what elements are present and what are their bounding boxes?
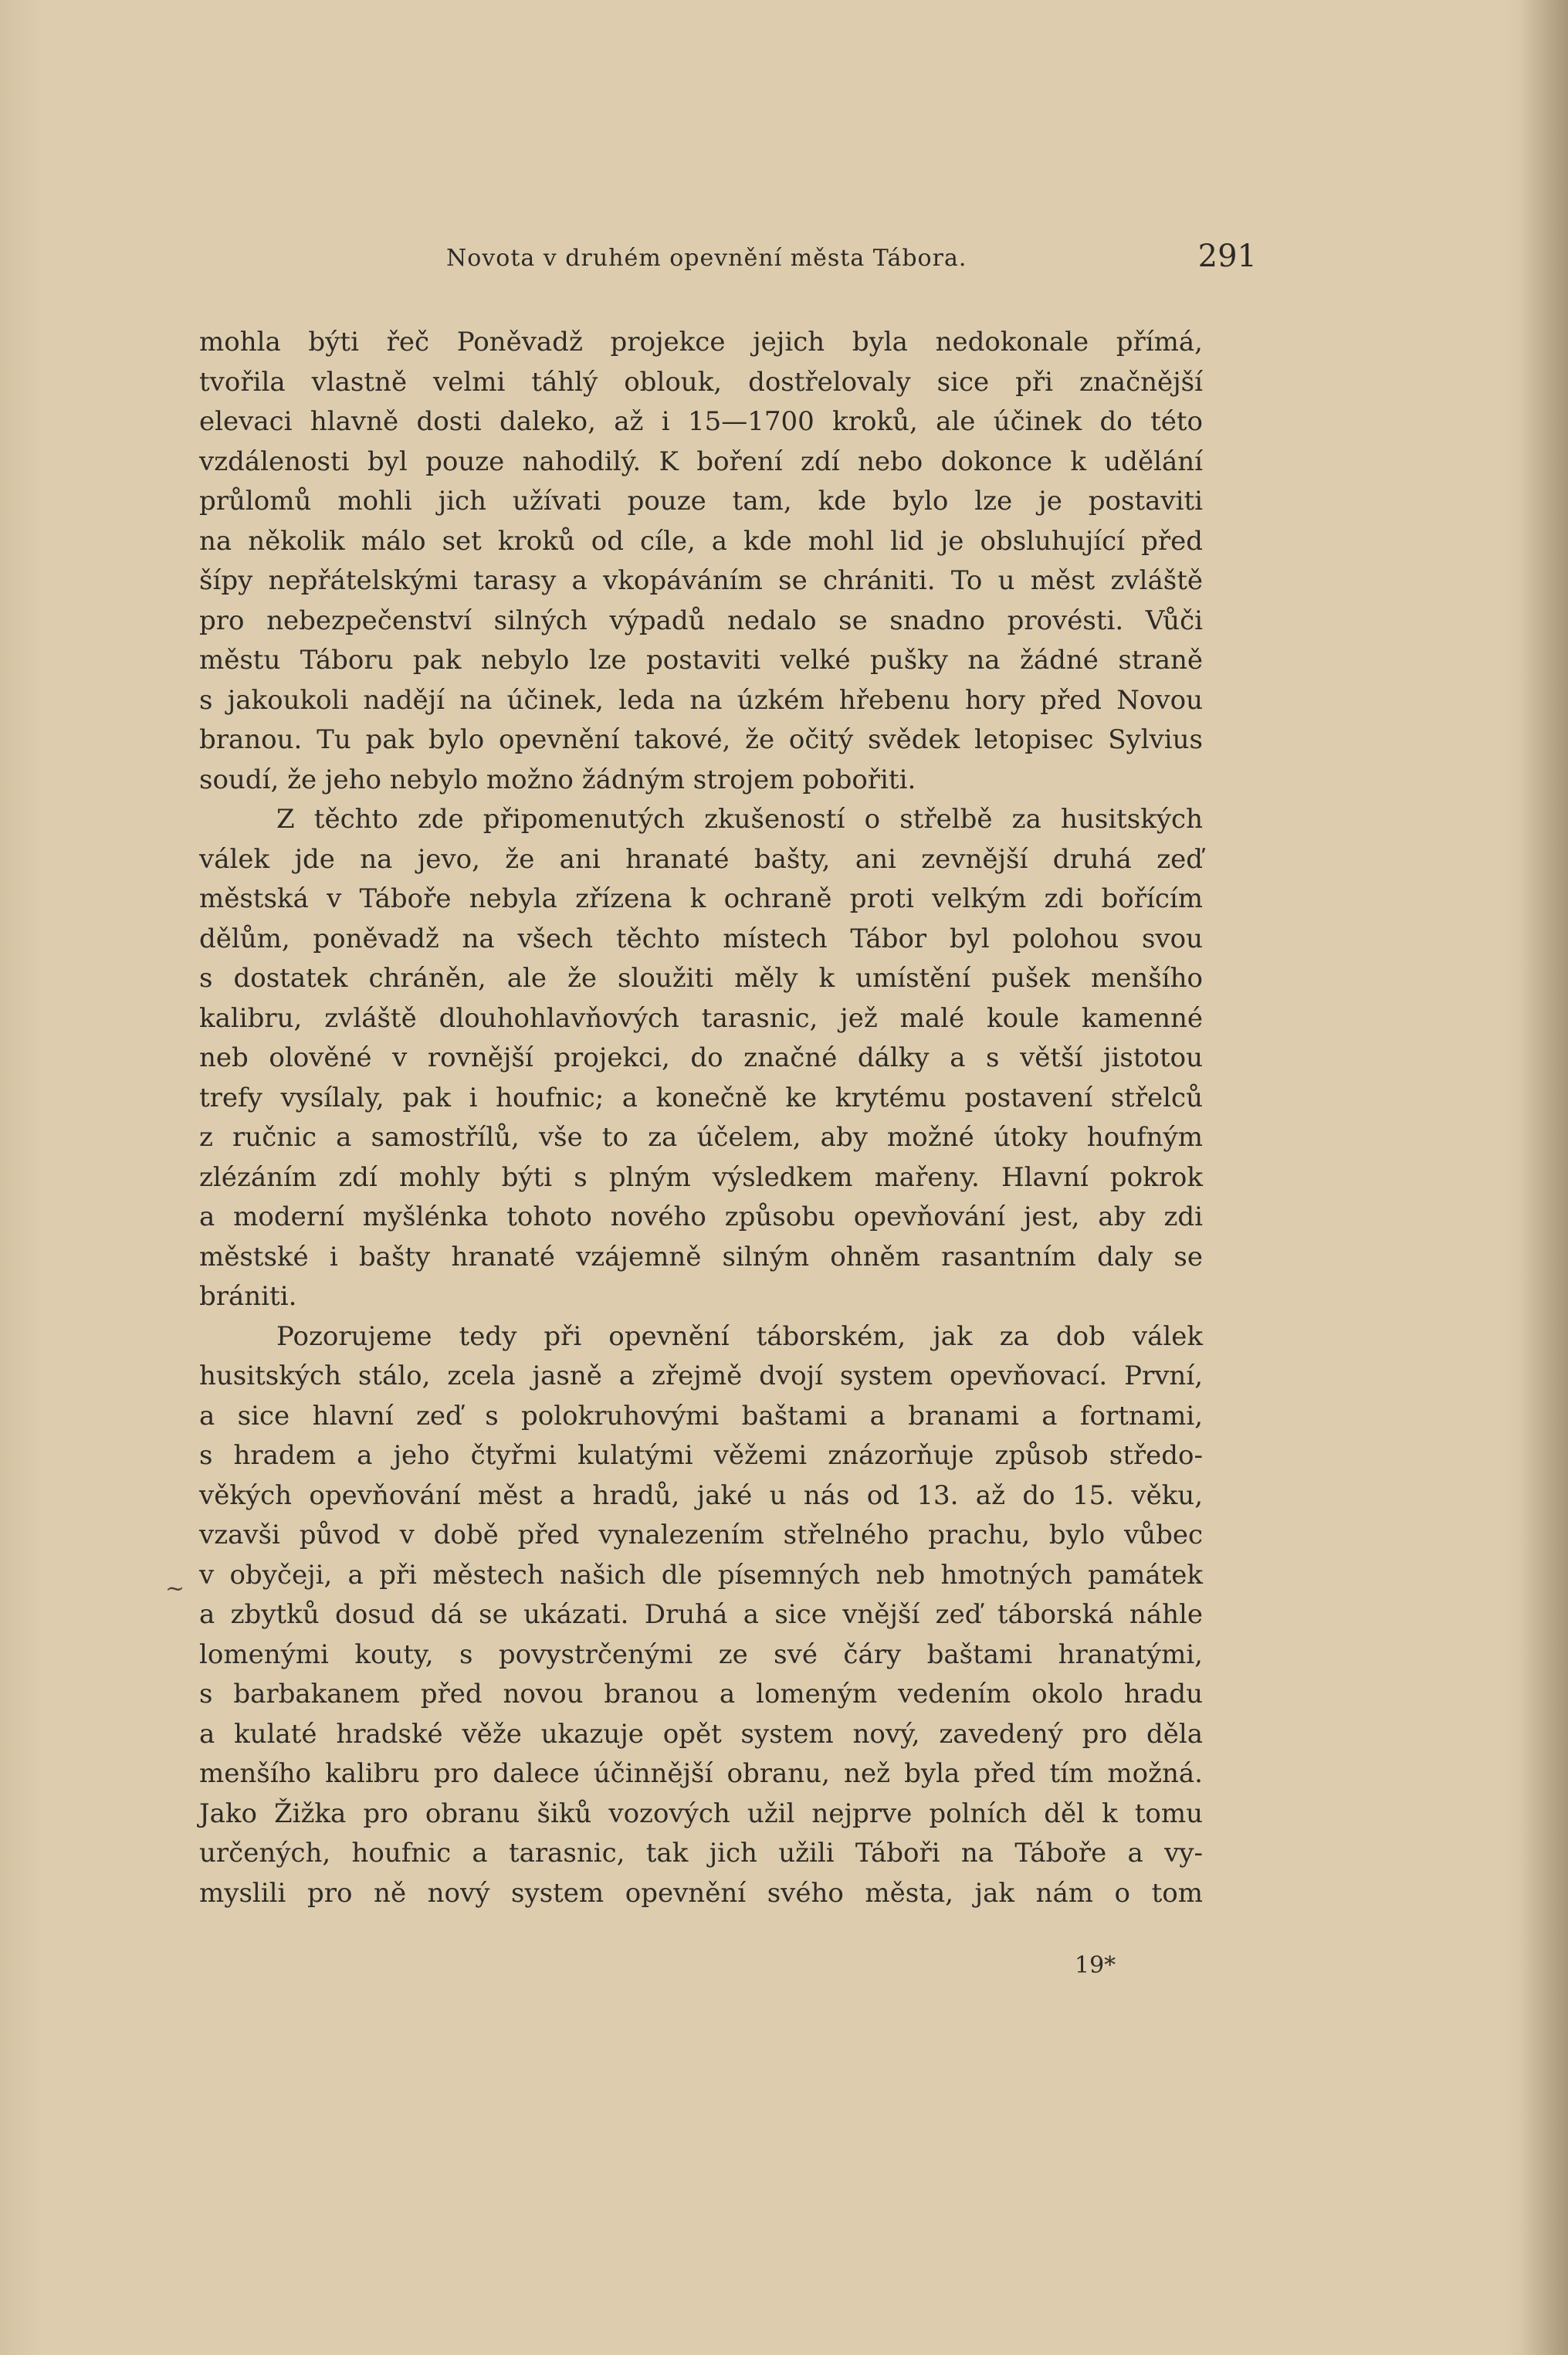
text-line: vzavši původ v době před vynalezením střelného prachu, bylo vůbec	[199, 1520, 1203, 1550]
text-line: Z těchto zde připomenutých zkušeností o střelbě za husitských	[276, 804, 1203, 835]
text-line: s barbakanem před novou branou a lomeným vedením okolo hradu	[199, 1679, 1203, 1709]
text-line: pro nebezpečenství silných výpadů nedalo se snadno provésti. Vůči	[199, 605, 1203, 636]
text-line: brániti.	[199, 1281, 297, 1312]
text-line: Pozorujeme tedy při opevnění táborském, jak za dob válek	[276, 1320, 1203, 1352]
text-line: Jako Žižka pro obranu šiků vozových užil nejprve polních děl k tomu	[199, 1798, 1203, 1829]
text-line: a sice hlavní zeď s polokruhovými baštami a branami a fortnami,	[199, 1400, 1203, 1432]
text-line: šípy nepřátelskými tarasy a vkopáváním se chrániti. To u měst zvláště	[199, 565, 1203, 596]
text-line: a zbytků dosud dá se ukázati. Druhá a sice vnější zeď táborská náhle	[199, 1599, 1203, 1630]
text-line: z ručnic a samostřílů, vše to za účelem, aby možné útoky houfným	[199, 1122, 1203, 1153]
text-line: a kulaté hradské věže ukazuje opět system nový, zavedený pro děla	[199, 1718, 1203, 1750]
text-line: neb olověné v rovnější projekci, do značné dálky a s větší jistotou	[199, 1042, 1203, 1073]
running-head: Novota v druhém opevnění města Tábora.	[446, 245, 967, 272]
text-line: soudí, že jeho nebylo možno žádným strojem pobořiti.	[199, 764, 916, 795]
signature-mark: 19*	[1075, 1952, 1116, 1979]
text-line: městské i bašty hranaté vzájemně silným ohněm rasantním daly se	[199, 1241, 1203, 1272]
text-line: v obyčeji, a při městech našich dle písemných neb hmotných památek	[199, 1559, 1203, 1591]
text-line: tvořila vlastně velmi táhlý oblouk, dostřelovaly sice při značnější	[199, 366, 1203, 398]
text-line: městu Táboru pak nebylo lze postaviti velké pušky na žádné straně	[199, 645, 1203, 676]
text-line: průlomů mohli jich užívati pouze tam, kde bylo lze je postaviti	[199, 486, 1203, 517]
text-line: s hradem a jeho čtyřmi kulatými věžemi znázorňuje způsob středo-	[199, 1440, 1203, 1471]
text-line: vzdálenosti byl pouze nahodilý. K boření zdí nebo dokonce k udělání	[199, 446, 1203, 477]
text-line: s dostatek chráněn, ale že sloužiti měly k umístění pušek menšího	[199, 963, 1203, 994]
text-line: věkých opevňování měst a hradů, jaké u nás od 13. až do 15. věku,	[199, 1479, 1203, 1511]
text-line: určených, houfnic a tarasnic, tak jich užili Táboři na Táboře a vy-	[199, 1838, 1203, 1869]
text-line: trefy vysílaly, pak i houfnic; a konečně ke krytému postavení střelců	[199, 1082, 1203, 1113]
text-line: a moderní myšlénka tohoto nového způsobu opevňování jest, aby zdi	[199, 1201, 1203, 1232]
text-line: lomenými kouty, s povystrčenými ze své čáry baštami hranatými,	[199, 1638, 1203, 1670]
text-line: zlézáním zdí mohly býti s plným výsledkem mařeny. Hlavní pokrok	[199, 1161, 1203, 1193]
text-line: menšího kalibru pro dalece účinnější obranu, než byla před tím možná.	[199, 1758, 1203, 1789]
margin-mark: ~	[165, 1575, 185, 1602]
body-text	[199, 323, 1203, 1913]
page-header	[199, 235, 1257, 282]
text-line: na několik málo set kroků od cíle, a kde mohl lid je obsluhující před	[199, 525, 1203, 557]
text-line: branou. Tu pak bylo opevnění takové, že očitý svědek letopisec Sylvius	[199, 724, 1203, 755]
text-line: s jakoukoli nadějí na účinek, leda na úzkém hřebenu hory před Novou	[199, 684, 1203, 716]
text-line: myslili pro ně nový system opevnění svého města, jak nám o tom	[199, 1877, 1203, 1909]
text-line: městská v Táboře nebyla zřízena k ochraně proti velkým zdi bořícím	[199, 883, 1203, 914]
text-line: husitských stálo, zcela jasně a zřejmě dvojí system opevňovací. První,	[199, 1360, 1203, 1391]
page-edge-shadow	[1522, 0, 1568, 2355]
text-line: elevaci hlavně dosti daleko, až i 15—1700 kroků, ale účinek do této	[199, 406, 1203, 437]
text-line: mohla býti řeč Poněvadž projekce jejich byla nedokonale přímá,	[199, 327, 1203, 357]
text-line: válek jde na jevo, že ani hranaté bašty, ani zevnější druhá zeď	[199, 843, 1203, 875]
text-line: dělům, poněvadž na všech těchto místech Tábor byl polohou svou	[199, 923, 1203, 954]
page-number: 291	[1197, 239, 1257, 274]
text-line: kalibru, zvláště dlouhohlavňových tarasnic, jež malé koule kamenné	[199, 1002, 1203, 1034]
